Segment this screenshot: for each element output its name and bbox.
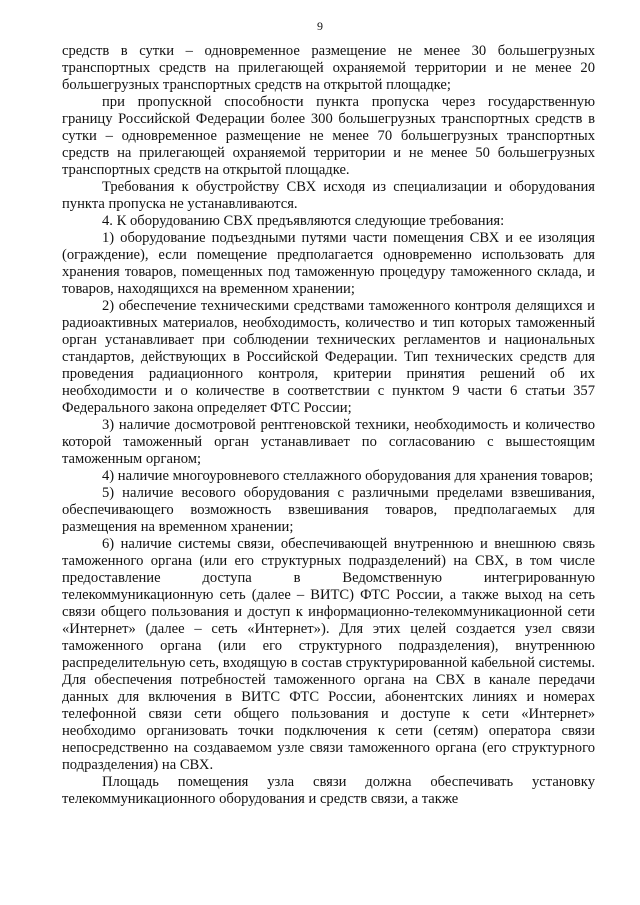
paragraph-subitem-4: 4) наличие многоуровневого стеллажного оборудования для хранения товаров; [102, 468, 594, 484]
paragraph-subitem-3: 3) наличие досмотровой рентгеновской техники, необходимость и количество которой таможенный орган устанавливает по согласованию с вышестоящим таможенным органом; [62, 417, 595, 467]
paragraph-continuation: средств в сутки – одновременное размещение не менее 30 большегрузных транспортных средств на прилегающей охраняемой территории и не менее 20 большегрузных транспортных средств на открытой площадке; [62, 43, 595, 93]
paragraph-subitem-6: 6) наличие системы связи, обеспечивающей внутреннюю и внешнюю связь таможенного органа (или его структурных подразделений) на СВХ, в том числе предоставление доступа в Ведомственную интегрированную телекоммуникационную сеть (далее – ВИТС) ФТС России, а также выход на сеть связи общего пользования и доступ к информационно-телекоммуникационной сети «Интернет» (далее – сеть «Интернет»). Для этих целей создается узел связи таможенного органа (или его структурного подразделения), внутреннюю распределительную сеть, входящую в состав структурированной кабельной системы. Для обеспечения потребностей таможенного органа на СВХ в канале передачи данных для включения в ВИТС ФТС России, абонентских линиях и номерах телефонной связи сети общего пользования и доступе к сети «Интернет» необходимо организовать точки подключения к сети (сетям) оператора связи непосредственно на создаваемом узле связи таможенного органа (его структурного подразделения) на СВХ. [62, 536, 595, 773]
page-number: 9 [317, 19, 323, 33]
paragraph-subitem-5: 5) наличие весового оборудования с различными пределами взвешивания, обеспечивающего возможность взвешивания товаров, предполагаемых для размещения на временном хранении; [62, 485, 595, 535]
document-body [62, 43, 595, 808]
paragraph-border-capacity-300: при пропускной способности пункта пропуска через государственную границу Российской Федерации более 300 большегрузных транспортных средств в сутки – одновременное размещение не менее 70 большегрузных транспортных средств на прилегающей охраняемой территории и не менее 50 большегрузных транспортных средств на открытой площадке. [62, 94, 595, 178]
paragraph-specialization-requirements: Требования к обустройству СВХ исходя из специализации и оборудования пункта пропуска не устанавливаются. [62, 179, 595, 212]
paragraph-subitem-2: 2) обеспечение техническими средствами таможенного контроля делящихся и радиоактивных материалов, необходимость, количество и тип которых таможенный орган устанавливает при соблюдении технических регламентов и национальных стандартов, действующих в Российской Федерации. Тип технических средств для проведения радиационного контроля, критерии принятия решений об их необходимости и о количестве в соответствии с пунктом 9 части 6 статьи 357 Федерального закона определяет ФТС России; [62, 298, 595, 416]
paragraph-subitem-1: 1) оборудование подъездными путями части помещения СВХ и ее изоляция (ограждение), если помещение предполагается одновременно использовать для хранения товаров, помещенных под таможенную процедуру таможенного склада, и товаров, находящихся на временном хранении; [62, 230, 595, 297]
paragraph-item-4-heading: 4. К оборудованию СВХ предъявляются следующие требования: [102, 213, 505, 229]
paragraph-comm-node-area: Площадь помещения узла связи должна обеспечивать установку телекоммуникационного оборудования и средств связи, а также [62, 774, 595, 807]
